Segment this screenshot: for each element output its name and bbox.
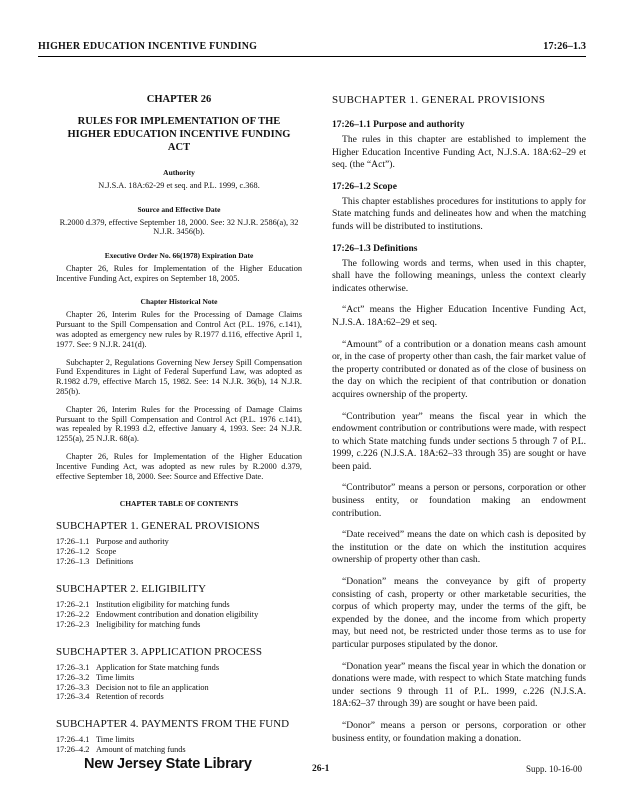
toc-subchapter-title: SUBCHAPTER 4. PAYMENTS FROM THE FUND — [56, 718, 290, 731]
definition-paragraph: “Amount” of a contribution or a donation means cash amount or, in the case of property other than cash, the fair market value of the property contributed or donated as of the close of business on the day on which the recipient of that contribution or donation acquires ownership of the property. — [332, 338, 586, 400]
toc-entry[interactable] — [56, 557, 302, 567]
toc-entry-title: Amount of matching funds — [96, 745, 186, 755]
toc-entry-title: Purpose and authority — [96, 537, 169, 547]
toc-entry-title: Institution eligibility for matching funds — [96, 600, 230, 610]
toc-entry-number: 17:26–1.2 — [56, 547, 90, 557]
historical-note-paragraph: Chapter 26, Interim Rules for the Processing of Damage Claims Pursuant to the Spill Compensation and Control Act (P.L. 1976, c.141), was adopted as emergency new rules by R.1977 d.116, effective April 1, 1977. See: 9 N.J.R. 241(d). — [56, 310, 302, 349]
section-text-definitions: The following words and terms, when used in this chapter, shall have the following meanings, unless the context clearly indicates otherwise. — [332, 257, 586, 294]
running-header-title: HIGHER EDUCATION INCENTIVE FUNDING — [38, 41, 258, 52]
left-column — [56, 66, 302, 755]
toc-entry-number: 17:26–4.2 — [56, 745, 90, 755]
toc-entry[interactable] — [56, 547, 302, 557]
page-number: 26-1 — [312, 764, 330, 774]
toc-entry[interactable] — [56, 745, 302, 755]
section-text-purpose: The rules in this chapter are established to implement the Higher Education Incentive Funding Act, N.J.S.A. 18A:62–29 et seq. (the “Act”). — [332, 134, 586, 171]
toc-entry-number: 17:26–3.3 — [56, 682, 90, 692]
definition-paragraph: “Act” means the Higher Education Incentive Funding Act, N.J.S.A. 18A:62–29 et seq. — [332, 304, 586, 328]
toc-entry-number: 17:26–1.3 — [56, 557, 90, 567]
authority-text: N.J.S.A. 18A:62-29 et seq. and P.L. 1999, c.368. — [98, 181, 260, 190]
toc-entry-number: 17:26–1.1 — [56, 537, 90, 547]
toc-entry-title: Retention of records — [96, 692, 164, 702]
section-heading-purpose: 17:26–1.1 Purpose and authority — [332, 120, 465, 130]
toc-list — [56, 600, 302, 630]
source-text: R.2000 d.379, effective September 18, 2000. See: 32 N.J.R. 2586(a), 32 N.J.R. 3456(b). — [59, 217, 299, 237]
toc-subchapter-title: SUBCHAPTER 3. APPLICATION PROCESS — [56, 645, 262, 658]
toc-entry-number: 17:26–3.2 — [56, 672, 90, 682]
toc-entry[interactable] — [56, 692, 302, 702]
source-heading: Source and Effective Date — [137, 204, 221, 214]
toc-entry[interactable] — [56, 673, 302, 683]
executive-order-heading: Executive Order No. 66(1978) Expiration Date — [104, 250, 254, 260]
running-header-section: 17:26–1.3 — [543, 41, 586, 52]
toc-entry-title: Decision not to file an application — [96, 682, 209, 692]
toc-entry-title: Time limits — [96, 672, 135, 682]
header-rule — [38, 56, 586, 57]
toc-entry[interactable] — [56, 600, 302, 610]
toc-entry-title: Ineligibility for matching funds — [96, 619, 201, 629]
toc-entry[interactable] — [56, 620, 302, 630]
subchapter-heading: SUBCHAPTER 1. GENERAL PROVISIONS — [332, 94, 546, 106]
section-text-scope: This chapter establishes procedures for institutions to apply for State matching funds and delineates how and when the matching funds will be distributed to institutions. — [332, 195, 586, 232]
toc-entry-title: Time limits — [96, 735, 135, 745]
toc-list — [56, 735, 302, 755]
authority-heading: Authority — [163, 168, 195, 177]
toc-entry[interactable] — [56, 610, 302, 620]
toc-subchapter-title: SUBCHAPTER 1. GENERAL PROVISIONS — [56, 520, 260, 533]
section-heading-scope: 17:26–1.2 Scope — [332, 181, 397, 192]
toc-entry-title: Scope — [96, 547, 117, 557]
supplement-date: Supp. 10-16-00 — [526, 764, 582, 774]
toc-entry-title: Application for State matching funds — [96, 662, 220, 672]
toc-entry-number: 17:26–2.1 — [56, 600, 90, 610]
toc-list — [56, 537, 302, 567]
section-heading-definitions: 17:26–1.3 Definitions — [332, 243, 418, 254]
toc-entry[interactable] — [56, 537, 302, 547]
executive-order-text: Chapter 26, Rules for Implementation of the Higher Education Incentive Funding Act, expires on September 18, 2005. — [56, 263, 302, 283]
toc-entry-number: 17:26–2.3 — [56, 619, 90, 629]
definition-paragraph: “Contribution year” means the fiscal year in which the endowment contribution or contributions were made, with respect to which State matching funds under sections 5 through 7 of P.L. 1999, c.226 (N.J.S.A. 18A:62–33 through 35) are sought or have been paid. — [332, 410, 586, 472]
toc-entry-title: Definitions — [96, 557, 134, 567]
historical-note-paragraph: Chapter 26, Rules for Implementation of the Higher Education Incentive Funding Act, was adopted as new rules by R.2000 d.379, effective September 18, 2000. See: Source and Effective Date. — [56, 451, 302, 481]
historical-note-paragraph: Chapter 26, Interim Rules for the Processing of Damage Claims Pursuant to the Spill Compensation and Control Act (P.L. 1976 c.141), was repealed by R.1993 d.2, effective January 4, 1993. See: 24 N.J.R. 1255(a), 25 N.J.R. 68(a). — [56, 404, 302, 444]
toc-entry-title: Endowment contribution and donation eligibility — [96, 609, 259, 619]
historical-note-heading: Chapter Historical Note — [140, 297, 218, 307]
toc-heading: CHAPTER TABLE OF CONTENTS — [119, 499, 239, 509]
running-header — [38, 41, 586, 55]
definition-paragraph: “Donation year” means the fiscal year in which the donation or donations were made, with respect to which State matching funds under sections 9 through 11 of P.L. 1999, c.226 (N.J.S.A. 18A:62–37 through 39) are sought or have been paid. — [332, 660, 586, 710]
historical-note-paragraph: Subchapter 2, Regulations Governing New Jersey Spill Compensation Fund Expenditures in Light of Federal Superfund Law, was adopted as R.1982 d.79, effective March 15, 1982. See: 14 N.J.R. 36(b), 14 N.J.R. 285(b). — [56, 357, 302, 396]
chapter-title: CHAPTER 26 — [146, 94, 212, 105]
definition-paragraph: “Donation” means the conveyance by gift of property consisting of cash, property or other marketable securities, the corpus of which property may, under the terms of the gift, be expended by the donee, and the income from which property may, but need not, be restricted under those terms as to use for particular purposes stipulated by the donor. — [332, 576, 586, 650]
toc-list — [56, 663, 302, 703]
toc-entry-number: 17:26–3.4 — [56, 692, 90, 702]
toc-subchapter-title: SUBCHAPTER 2. ELIGIBILITY — [56, 583, 207, 596]
toc-entry[interactable] — [56, 735, 302, 745]
definition-paragraph: “Donor” means a person or persons, corporation or other business entity, or foundation making a donation. — [332, 719, 586, 744]
toc-entry-number: 17:26–2.2 — [56, 609, 90, 619]
rules-title: RULES FOR IMPLEMENTATION OF THE HIGHER EDUCATION INCENTIVE FUNDING ACT — [67, 116, 291, 153]
definition-paragraph: “Contributor” means a person or persons, corporation or other business entity, or foundation making an endowment contribution. — [332, 482, 586, 519]
toc-entry[interactable] — [56, 683, 302, 693]
library-logo: New Jersey State Library — [84, 756, 252, 772]
toc-entry[interactable] — [56, 663, 302, 673]
toc-entry-number: 17:26–4.1 — [56, 735, 90, 745]
definition-paragraph: “Date received” means the date on which cash is deposited by the institution or the date on which the institution acquires ownership of property other than cash. — [332, 529, 586, 566]
toc-entry-number: 17:26–3.1 — [56, 662, 90, 672]
right-column — [332, 66, 586, 745]
